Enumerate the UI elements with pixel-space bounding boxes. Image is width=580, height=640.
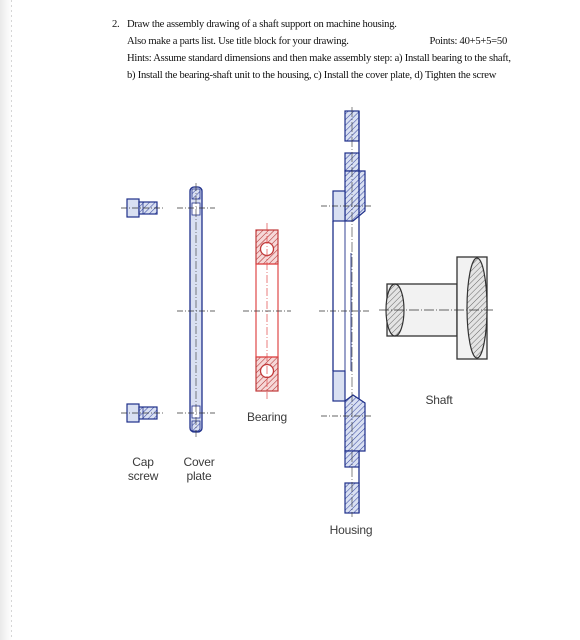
question-line-4: b) Install the bearing-shaft unit to the housing, c) Install the cover plate, d) Tighten the screw (127, 70, 497, 81)
question-line-3: Hints: Assume standard dimensions and then make assembly step: a) Install bearing to the shaft, (127, 53, 511, 64)
page-edge (0, 0, 12, 640)
assembly-figure (107, 103, 493, 553)
cap-screw-top (121, 199, 163, 217)
cover-plate (177, 183, 215, 437)
label-cap-screw: Cap screw (127, 455, 159, 483)
label-cover-plate: Cover plate (183, 455, 215, 483)
label-housing: Housing (329, 523, 373, 537)
cap-screw-bottom (121, 404, 163, 422)
question-line-2: Also make a parts list. Use title block for your drawing. Points: 40+5+5=50 (112, 33, 507, 50)
exploded-view-drawing (107, 103, 493, 553)
bearing (243, 223, 291, 399)
label-shaft: Shaft (425, 393, 453, 407)
question-line-1: 2. Draw the assembly drawing of a shaft support on machine housing. (112, 16, 507, 33)
housing (319, 107, 371, 517)
question-number: 2. (112, 19, 120, 30)
question-text (112, 16, 511, 84)
points: Points: 40+5+5=50 (429, 36, 507, 47)
shaft (379, 257, 493, 359)
label-bearing: Bearing (247, 410, 287, 424)
